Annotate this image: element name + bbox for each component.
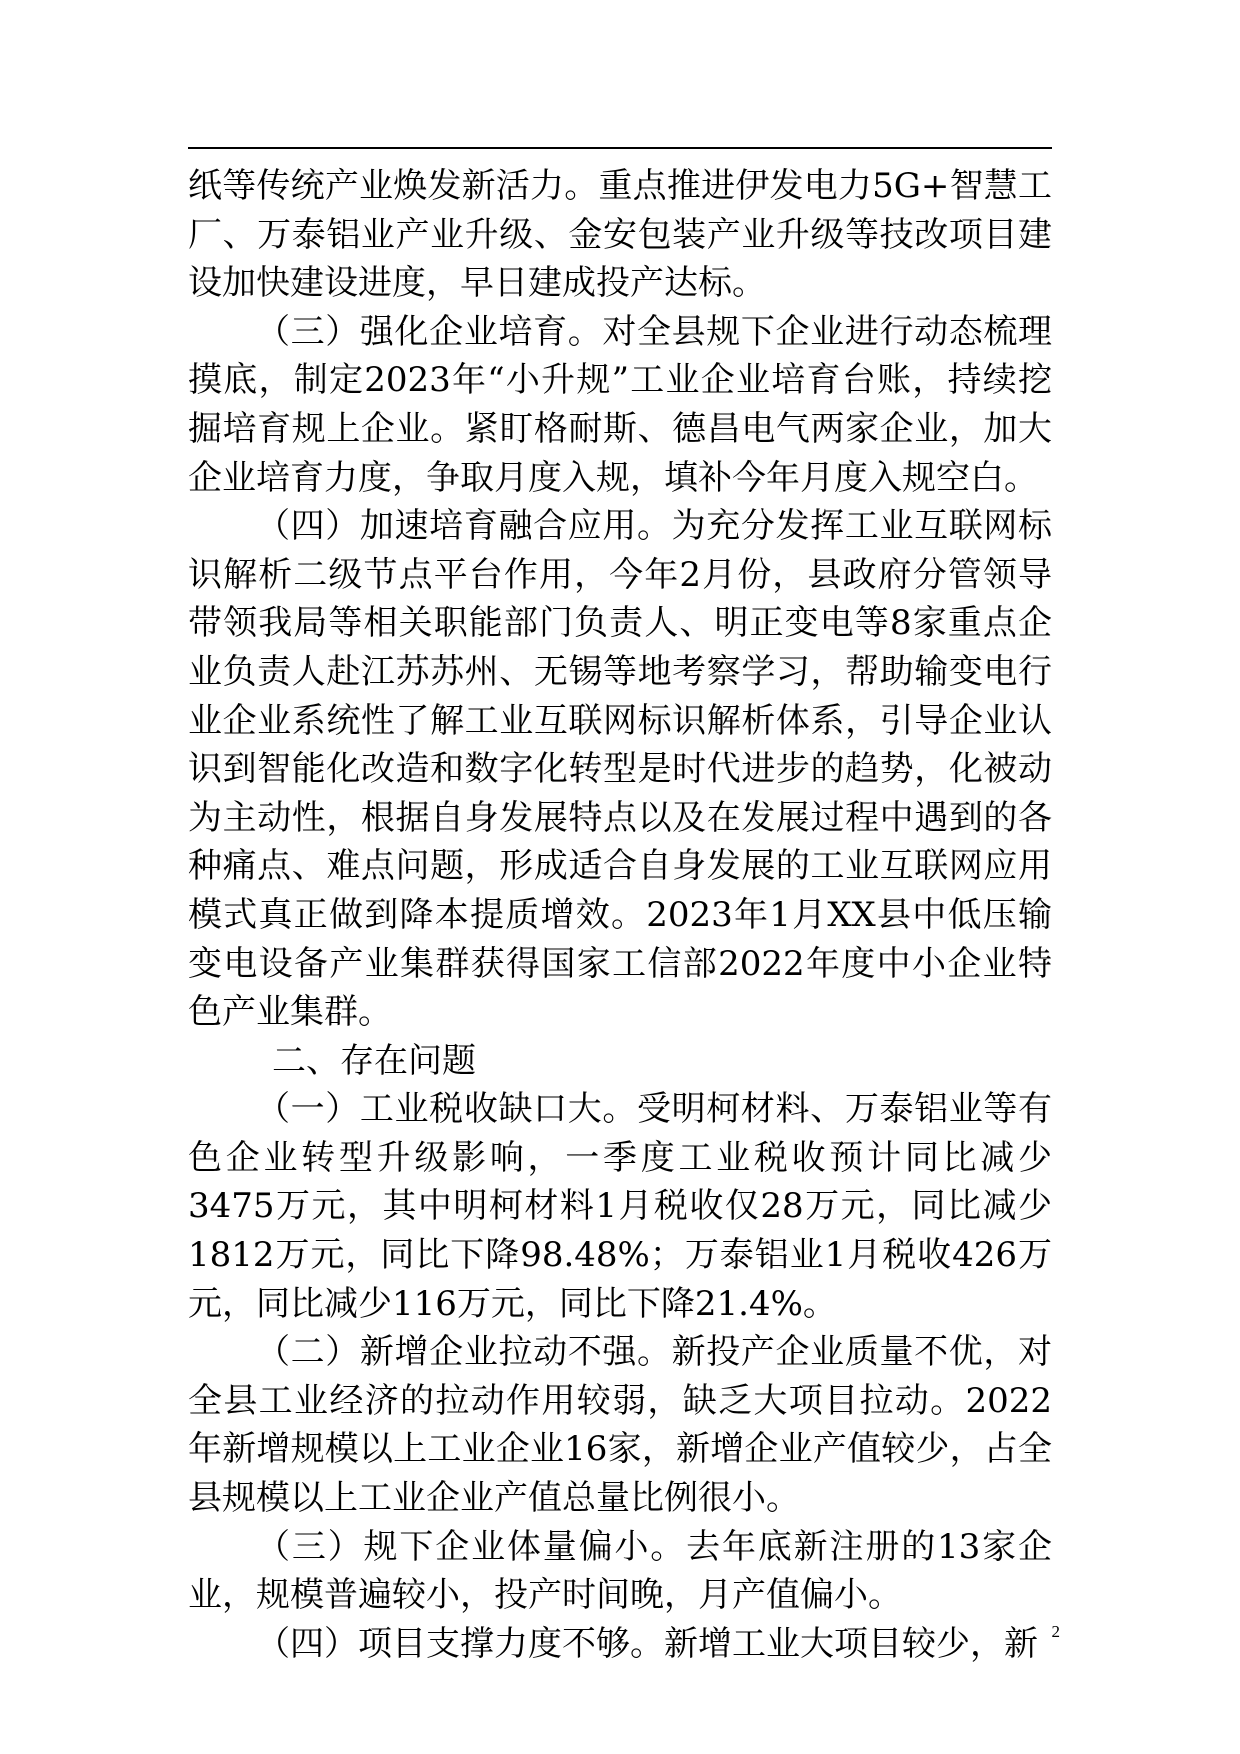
paragraph-continuation: 纸等传统产业焕发新活力。重点推进伊发电力5G+智慧工厂、万泰铝业产业升级、金安包装产业升级等技改项目建设加快建设进度，早日建成投产达标。 — [188, 166, 1052, 304]
paragraph-integration-application: （四）加速培育融合应用。为充分发挥工业互联网标识解析二级节点平台作用，今年2月份，县政府分管领导带领我局等相关职能部门负责人、明正变电等8家重点企业负责人赴江苏苏州、无锡等地考察学习，帮助输变电行业企业系统性了解工业互联网标识解析体系，引导企业认识到智能化改造和数字化转型是时代进步的趋势，化被动为主动性，根据自身发展特点以及在发展过程中遇到的各种痛点、难点问题，形成适合自身发展的工业互联网应用模式真正做到降本提质增效。2023年1月XX县中低压输变电设备产业集群获得国家工信部2022年度中小企业特色产业集群。 — [188, 506, 1052, 1033]
paragraph-tax-gap: （一）工业税收缺口大。受明柯材料、万泰铝业等有色企业转型升级影响，一季度工业税收预计同比减少3475万元，其中明柯材料1月税收仅28万元，同比减少1812万元，同比下降98.48%；万泰铝业1月税收426万元，同比减少116万元，同比下降21.4%。 — [188, 1089, 1052, 1324]
paragraph-strengthen-cultivation: （三）强化企业培育。对全县规下企业进行动态梳理摸底，制定2023年“小升规”工业企业培育台账，持续挖掘培育规上企业。紧盯格耐斯、德昌电气两家企业，加大企业培育力度，争取月度入规，填补今年月度入规空白。 — [188, 311, 1052, 498]
paragraph-project-support: （四）项目支撑力度不够。新增工业大项目较少，新 — [256, 1623, 1038, 1664]
paragraph-new-enterprises: （二）新增企业拉动不强。新投产企业质量不优，对全县工业经济的拉动作用较弱，缺乏大项目拉动。2022年新增规模以上工业企业16家，新增企业产值较少，占全县规模以上工业企业产值总量比例很小。 — [188, 1332, 1052, 1519]
header-rule — [188, 147, 1052, 149]
body-text — [188, 162, 1052, 1668]
paragraph-small-enterprises: （三）规下企业体量偏小。去年底新注册的13家企业，规模普遍较小，投产时间晚，月产值偏小。 — [188, 1526, 1052, 1616]
page-number: 2 — [1051, 1622, 1060, 1641]
section-heading-problems: 二、存在问题 — [272, 1040, 476, 1081]
